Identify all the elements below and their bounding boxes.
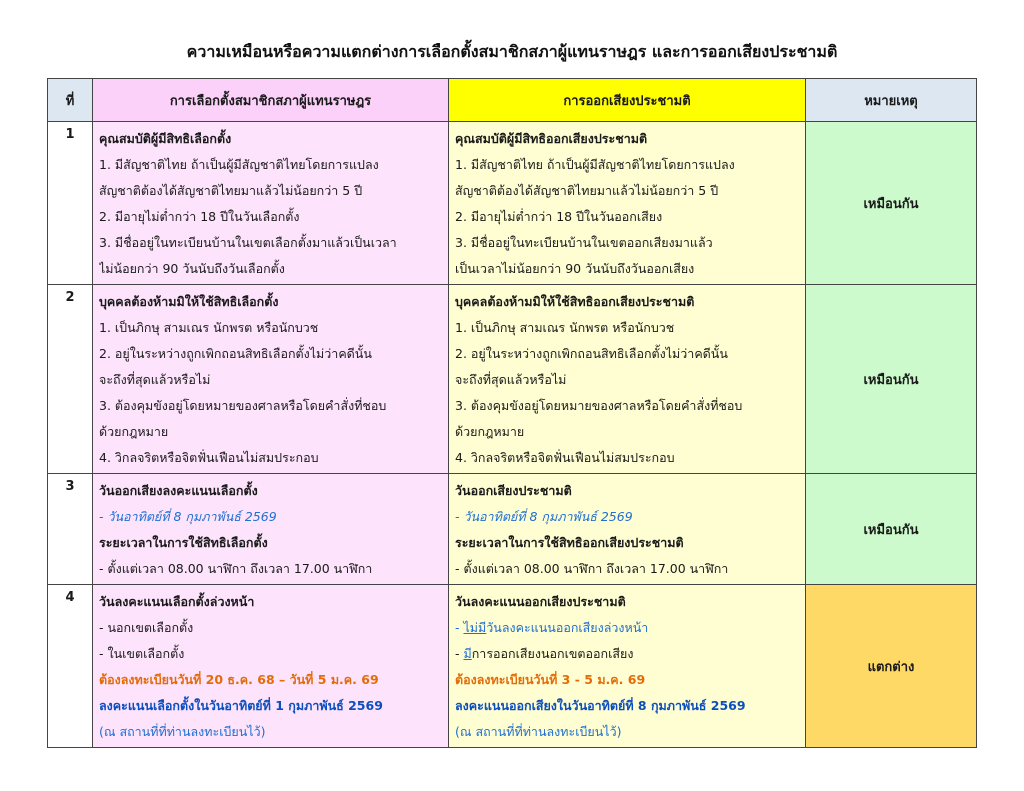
cell-line: - ตั้งแต่เวลา 08.00 นาฬิกา ถึงเวลา 17.00 นาฬิกา	[455, 561, 729, 576]
cell-line: ไม่น้อยกว่า 90 วันนับถึงวันเลือกตั้ง	[99, 261, 285, 276]
location-note: (ณ สถานที่ที่ท่านลงทะเบียนไว้)	[455, 724, 622, 739]
cell-line: จะถึงที่สุดแล้วหรือไม่	[99, 372, 211, 387]
voting-date: - วันอาทิตย์ที่ 8 กุมภาพันธ์ 2569	[99, 509, 277, 524]
election-cell	[93, 122, 449, 285]
header-election: การเลือกตั้งสมาชิกสภาผู้แทนราษฎร	[93, 79, 449, 122]
cell-line: 4. วิกลจริตหรือจิตฟั่นเฟือนไม่สมประกอบ	[455, 450, 675, 465]
advance-voting-date: ลงคะแนนออกเสียงในวันอาทิตย์ที่ 8 กุมภาพันธ์ 2569	[455, 698, 746, 713]
note-cell: เหมือนกัน	[806, 285, 977, 474]
table-row	[48, 122, 977, 285]
election-cell	[93, 474, 449, 585]
comparison-table	[47, 78, 977, 748]
cell-heading: วันออกเสียงลงคะแนนเลือกตั้ง	[99, 483, 258, 498]
cell-heading: บุคคลต้องห้ามมิให้ใช้สิทธิเลือกตั้ง	[99, 294, 279, 309]
cell-heading: วันออกเสียงประชามติ	[455, 483, 572, 498]
cell-line: 3. ต้องคุมขังอยู่โดยหมายของศาลหรือโดยคำสั่งที่ชอบ	[99, 398, 387, 413]
cell-line: 1. มีสัญชาติไทย ถ้าเป็นผู้มีสัญชาติไทยโดยการแปลง	[99, 157, 379, 172]
header-referendum: การออกเสียงประชามติ	[449, 79, 806, 122]
cell-subheading: ระยะเวลาในการใช้สิทธิออกเสียงประชามติ	[455, 535, 684, 550]
header-number: ที่	[48, 79, 93, 122]
referendum-cell	[449, 585, 806, 748]
cell-line: - ในเขตเลือกตั้ง	[99, 646, 185, 661]
referendum-cell	[449, 474, 806, 585]
cell-heading: บุคคลต้องห้ามมิให้ใช้สิทธิออกเสียงประชามติ	[455, 294, 695, 309]
election-cell	[93, 585, 449, 748]
cell-subheading: ระยะเวลาในการใช้สิทธิเลือกตั้ง	[99, 535, 268, 550]
cell-line: 3. มีชื่ออยู่ในทะเบียนบ้านในเขตออกเสียงมาแล้ว	[455, 235, 713, 250]
cell-line: 4. วิกลจริตหรือจิตฟั่นเฟือนไม่สมประกอบ	[99, 450, 319, 465]
row-number: 2	[48, 285, 93, 474]
cell-line: 3. มีชื่ออยู่ในทะเบียนบ้านในเขตเลือกตั้งมาแล้วเป็นเวลา	[99, 235, 397, 250]
cell-line: 1. เป็นภิกษุ สามเณร นักพรต หรือนักบวช	[455, 320, 675, 335]
cell-line: 2. อยู่ในระหว่างถูกเพิกถอนสิทธิเลือกตั้งไม่ว่าคดีนั้น	[99, 346, 372, 361]
row-number: 1	[48, 122, 93, 285]
document-title: ความเหมือนหรือความแตกต่างการเลือกตั้งสมาชิกสภาผู้แทนราษฎร และการออกเสียงประชามติ	[186, 42, 838, 61]
cell-line: 1. เป็นภิกษุ สามเณร นักพรต หรือนักบวช	[99, 320, 319, 335]
cell-line: - ตั้งแต่เวลา 08.00 นาฬิกา ถึงเวลา 17.00 นาฬิกา	[99, 561, 373, 576]
line-rest: วันลงคะแนนออกเสียงล่วงหน้า	[486, 620, 649, 635]
cell-line: สัญชาติต้องได้สัญชาติไทยมาแล้วไม่น้อยกว่า 5 ปี	[455, 183, 719, 198]
election-cell	[93, 285, 449, 474]
underlined-word: ไม่มี	[463, 620, 487, 635]
cell-line	[455, 641, 799, 667]
cell-line: ด้วยกฎหมาย	[99, 424, 169, 439]
advance-voting-date: ลงคะแนนเลือกตั้งในวันอาทิตย์ที่ 1 กุมภาพันธ์ 2569	[99, 698, 383, 713]
cell-line: 1. มีสัญชาติไทย ถ้าเป็นผู้มีสัญชาติไทยโดยการแปลง	[455, 157, 735, 172]
row-number: 3	[48, 474, 93, 585]
cell-line: 2. มีอายุไม่ต่ำกว่า 18 ปีในวันออกเสียง	[455, 209, 663, 224]
cell-line: - นอกเขตเลือกตั้ง	[99, 620, 194, 635]
note-cell: เหมือนกัน	[806, 474, 977, 585]
line-rest: การออกเสียงนอกเขตออกเสียง	[471, 646, 634, 661]
cell-line: เป็นเวลาไม่น้อยกว่า 90 วันนับถึงวันออกเสียง	[455, 261, 695, 276]
referendum-cell	[449, 122, 806, 285]
cell-heading: วันลงคะแนนเลือกตั้งล่วงหน้า	[99, 594, 255, 609]
header-note: หมายเหตุ	[806, 79, 977, 122]
table-row	[48, 585, 977, 748]
voting-date: - วันอาทิตย์ที่ 8 กุมภาพันธ์ 2569	[455, 509, 633, 524]
cell-line: ด้วยกฎหมาย	[455, 424, 525, 439]
cell-line: จะถึงที่สุดแล้วหรือไม่	[455, 372, 567, 387]
table-row	[48, 285, 977, 474]
registration-period: ต้องลงทะเบียนวันที่ 3 - 5 ม.ค. 69	[455, 672, 646, 687]
cell-line: สัญชาติต้องได้สัญชาติไทยมาแล้วไม่น้อยกว่า 5 ปี	[99, 183, 363, 198]
referendum-cell	[449, 285, 806, 474]
location-note: (ณ สถานที่ที่ท่านลงทะเบียนไว้)	[99, 724, 266, 739]
cell-heading: คุณสมบัติผู้มีสิทธิเลือกตั้ง	[99, 131, 232, 146]
row-number: 4	[48, 585, 93, 748]
line-prefix: -	[455, 646, 464, 661]
note-cell: เหมือนกัน	[806, 122, 977, 285]
cell-heading: วันลงคะแนนออกเสียงประชามติ	[455, 594, 626, 609]
cell-line	[455, 615, 799, 641]
cell-line: 2. อยู่ในระหว่างถูกเพิกถอนสิทธิเลือกตั้งไม่ว่าคดีนั้น	[455, 346, 728, 361]
note-cell: แตกต่าง	[806, 585, 977, 748]
cell-heading: คุณสมบัติผู้มีสิทธิออกเสียงประชามติ	[455, 131, 648, 146]
registration-period: ต้องลงทะเบียนวันที่ 20 ธ.ค. 68 – วันที่ 5 ม.ค. 69	[99, 672, 379, 687]
cell-line: 2. มีอายุไม่ต่ำกว่า 18 ปีในวันเลือกตั้ง	[99, 209, 300, 224]
table-header-row	[48, 79, 977, 122]
cell-line: 3. ต้องคุมขังอยู่โดยหมายของศาลหรือโดยคำสั่งที่ชอบ	[455, 398, 743, 413]
line-prefix: -	[455, 620, 464, 635]
underlined-word: มี	[463, 646, 472, 661]
table-row	[48, 474, 977, 585]
